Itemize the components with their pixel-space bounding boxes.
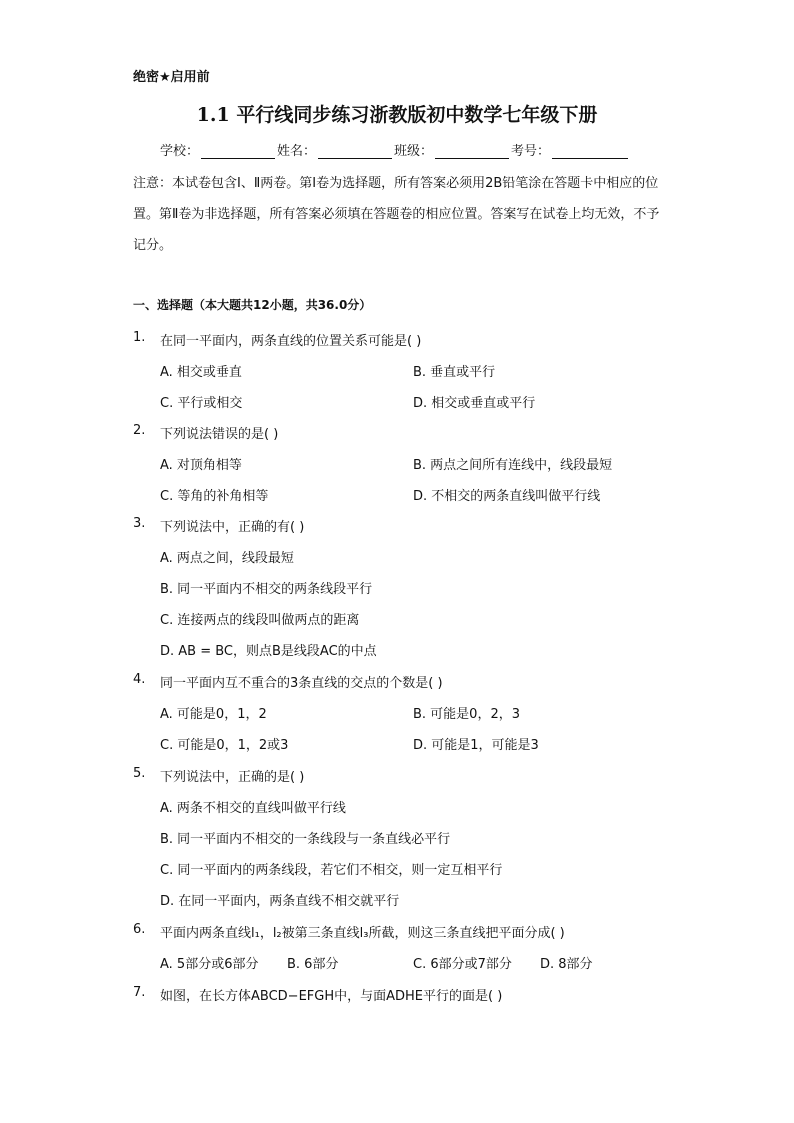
option-a[interactable]: A. 两条不相交的直线叫做平行线 <box>160 801 346 816</box>
notice-paragraph: 注意：本试卷包含Ⅰ、Ⅱ两卷。第Ⅰ卷为选择题，所有答案必须用2B铅笔涂在答题卡中相应的位置。第Ⅱ卷为非选择题，所有答案必须填在答题卷的相应位置。答案写在试卷上均无效，不予记分。 <box>133 176 660 253</box>
question-number: 3. <box>133 516 146 531</box>
option-a[interactable]: A. 相交或垂直 <box>160 365 242 380</box>
option-b[interactable]: B. 同一平面内不相交的两条线段平行 <box>160 582 373 597</box>
question-text: 下列说法中，正确的是( ) <box>160 770 305 785</box>
option-c[interactable]: C. 等角的补角相等 <box>160 489 269 504</box>
option-b[interactable]: B. 同一平面内不相交的一条线段与一条直线必平行 <box>160 832 451 847</box>
option-a[interactable]: A. 对顶角相等 <box>160 458 242 473</box>
section-heading: 一、选择题（本大题共12小题，共36.0分） <box>133 298 372 312</box>
option-c[interactable]: C. 连接两点的线段叫做两点的距离 <box>160 613 360 628</box>
question-number: 4. <box>133 672 146 687</box>
question-text: 同一平面内互不重合的3条直线的交点的个数是( ) <box>160 676 443 691</box>
option-c[interactable]: C. 同一平面内的两条线段，若它们不相交，则一定互相平行 <box>160 863 503 878</box>
page-title: 1.1 平行线同步练习浙教版初中数学七年级下册 <box>196 104 598 126</box>
question-text: 下列说法错误的是( ) <box>160 427 279 442</box>
question-text: 平面内两条直线l₁，l₂被第三条直线l₃所截，则这三条直线把平面分成( ) <box>160 926 565 941</box>
question-text: 下列说法中，正确的有( ) <box>160 520 305 535</box>
option-a[interactable]: A. 可能是0，1，2 <box>160 707 267 722</box>
school-blank[interactable] <box>201 144 275 159</box>
option-d[interactable]: D. 在同一平面内，两条直线不相交就平行 <box>160 894 400 909</box>
confidential-label: 绝密★启用前 <box>133 70 210 85</box>
option-b[interactable]: B. 两点之间所有连线中，线段最短 <box>413 458 613 473</box>
exam-no-blank[interactable] <box>552 144 628 159</box>
option-b[interactable]: B. 6部分 <box>287 957 339 972</box>
question-text: 在同一平面内，两条直线的位置关系可能是( ) <box>160 334 422 349</box>
option-d[interactable]: D. 不相交的两条直线叫做平行线 <box>413 489 601 504</box>
student-info-line <box>160 140 630 159</box>
option-c[interactable]: C. 平行或相交 <box>160 396 243 411</box>
option-c[interactable]: C. 可能是0，1，2或3 <box>160 738 289 753</box>
question-number: 7. <box>133 985 146 1000</box>
class-label: 班级： <box>394 144 434 159</box>
option-c[interactable]: C. 6部分或7部分 <box>413 957 512 972</box>
exam-no-label: 考号： <box>511 144 551 159</box>
option-b[interactable]: B. 垂直或平行 <box>413 365 496 380</box>
option-d[interactable]: D. 8部分 <box>540 957 593 972</box>
question-number: 6. <box>133 922 146 937</box>
option-a[interactable]: A. 两点之间，线段最短 <box>160 551 294 566</box>
option-d[interactable]: D. 相交或垂直或平行 <box>413 396 536 411</box>
question-number: 2. <box>133 423 146 438</box>
option-b[interactable]: B. 可能是0，2，3 <box>413 707 520 722</box>
option-a[interactable]: A. 5部分或6部分 <box>160 957 259 972</box>
question-text: 如图，在长方体ABCD−EFGH中，与面ADHE平行的面是( ) <box>160 989 503 1004</box>
option-d[interactable]: D. AB = BC，则点B是线段AC的中点 <box>160 644 377 659</box>
option-d[interactable]: D. 可能是1，可能是3 <box>413 738 539 753</box>
school-label: 学校： <box>160 144 200 159</box>
class-blank[interactable] <box>435 144 509 159</box>
question-number: 5. <box>133 766 146 781</box>
name-label: 姓名： <box>277 144 317 159</box>
name-blank[interactable] <box>318 144 392 159</box>
question-number: 1. <box>133 330 146 345</box>
